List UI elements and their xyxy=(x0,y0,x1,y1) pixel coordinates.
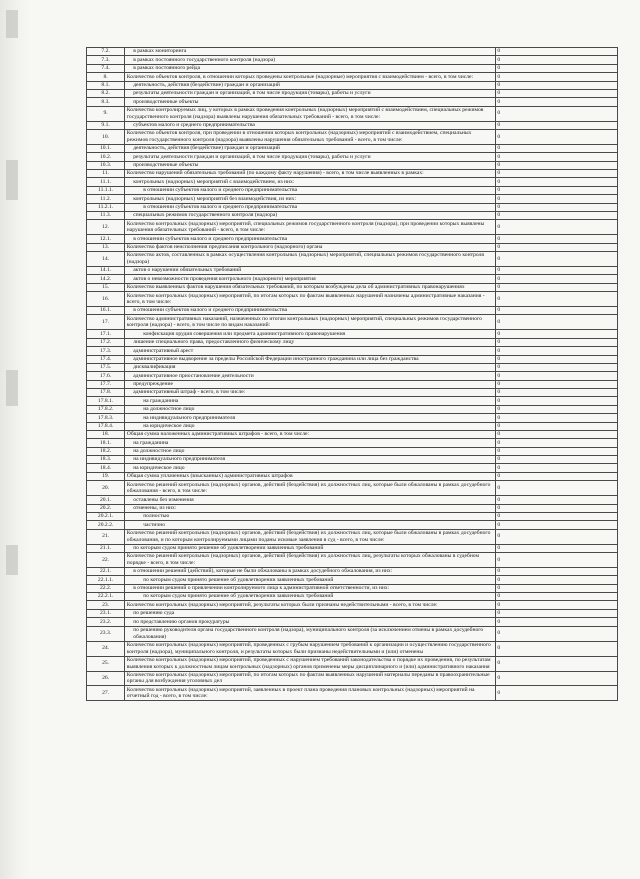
table-row xyxy=(87,372,618,380)
row-number: 10.3. xyxy=(87,161,125,169)
row-number: 17.8.4. xyxy=(87,422,125,430)
table-row xyxy=(87,235,618,243)
row-value: 0 xyxy=(495,593,617,601)
row-value: 0 xyxy=(495,153,617,161)
row-number: 17.1. xyxy=(87,330,125,338)
row-number: 8.1. xyxy=(87,81,125,89)
row-description: на юридическое лицо xyxy=(125,464,496,472)
row-description: Количество нарушений обязательных требований (по каждому факту нарушения) - всего, в том числе выявленных в рамках: xyxy=(125,170,496,178)
row-number: 22. xyxy=(87,553,125,568)
row-description: Количество контрольных (надзорных) мероприятий, результаты которых были признаны недействительными - всего, в том числе: xyxy=(125,601,496,609)
table-row xyxy=(87,48,618,56)
row-description: производственные объекты xyxy=(125,98,496,106)
row-value: 0 xyxy=(495,243,617,251)
row-value: 0 xyxy=(495,211,617,219)
row-number: 17.4. xyxy=(87,355,125,363)
table-row xyxy=(87,211,618,219)
row-number: 17.3. xyxy=(87,347,125,355)
table-row xyxy=(87,671,618,686)
table-row xyxy=(87,656,618,671)
row-description: лишение специального права, предоставленного физическому лицу xyxy=(125,338,496,346)
table-row xyxy=(87,626,618,641)
table-row xyxy=(87,220,618,235)
row-description: административное приостановление деятельности xyxy=(125,372,496,380)
row-value: 0 xyxy=(495,512,617,520)
row-description: на должностное лицо xyxy=(125,405,496,413)
row-value: 0 xyxy=(495,106,617,121)
table-row xyxy=(87,106,618,121)
row-value: 0 xyxy=(495,186,617,194)
row-number: 14. xyxy=(87,252,125,267)
report-table xyxy=(86,47,618,701)
row-value: 0 xyxy=(495,252,617,267)
row-value: 0 xyxy=(495,170,617,178)
row-description: Количество решений контрольных (надзорных) органов, действий (бездействия) их должностных лиц, результаты которых обжалованы в судебном порядке - всего, в том числе: xyxy=(125,553,496,568)
table-row xyxy=(87,521,618,529)
row-description: деятельность, действия (бездействие) граждан и организаций xyxy=(125,144,496,152)
row-value: 0 xyxy=(495,161,617,169)
row-value: 0 xyxy=(495,567,617,575)
row-number: 22.1.1. xyxy=(87,576,125,584)
row-description: на гражданина xyxy=(125,439,496,447)
row-value: 0 xyxy=(495,330,617,338)
row-value: 0 xyxy=(495,609,617,617)
table-row xyxy=(87,56,618,64)
table-row xyxy=(87,98,618,106)
row-value: 0 xyxy=(495,275,617,283)
row-description: Количество объектов контроля, при проведении в отношении которых контрольных (надзорных) мероприятий с взаимодействием, специальных режимов государственного контроля (надзора) выявлены нарушения обязательных требований - всего, в том числе: xyxy=(125,129,496,144)
row-description: в отношении субъектов малого и среднего предпринимательства xyxy=(125,307,496,315)
row-description: предупреждение xyxy=(125,380,496,388)
row-number: 12.1. xyxy=(87,235,125,243)
row-description: в отношении решений о привлечении контролируемого лица к административной ответственности, из них: xyxy=(125,584,496,592)
row-description: по решению руководителя органа государственного контроля (надзора), муниципального контроля (за исключением отмены в рамках досудебного обжалования) xyxy=(125,626,496,641)
table-row xyxy=(87,195,618,203)
row-number: 10.1. xyxy=(87,144,125,152)
row-value: 0 xyxy=(495,64,617,72)
table-row xyxy=(87,496,618,504)
row-number: 8. xyxy=(87,73,125,81)
row-number: 22.2.1. xyxy=(87,593,125,601)
table-row xyxy=(87,89,618,97)
row-value: 0 xyxy=(495,447,617,455)
row-value: 0 xyxy=(495,656,617,671)
table-row xyxy=(87,414,618,422)
row-description: на должностное лицо xyxy=(125,447,496,455)
row-value: 0 xyxy=(495,347,617,355)
table-row xyxy=(87,178,618,186)
scan-edge xyxy=(0,0,30,879)
row-number: 20.2.1. xyxy=(87,512,125,520)
row-description: Количество решений контрольных (надзорных) органов, действий (бездействия) их должностных лиц, которые были обжалованы в рамках досудебного обжалования, и по которым контролируемыми лицами поданы исковые заявления в суд - всего, в том числе: xyxy=(125,529,496,544)
row-number: 25. xyxy=(87,656,125,671)
row-value: 0 xyxy=(495,464,617,472)
row-description: Количество актов, составленных в рамках осуществления контрольных (надзорных) мероприятий, специальных режимов государственного контроля (надзора) xyxy=(125,252,496,267)
row-number: 17.5. xyxy=(87,363,125,371)
row-number: 23.3. xyxy=(87,626,125,641)
row-description: деятельность, действия (бездействие) граждан и организаций xyxy=(125,81,496,89)
row-number: 23. xyxy=(87,601,125,609)
row-number: 21.1. xyxy=(87,544,125,552)
row-number: 11.2.1. xyxy=(87,203,125,211)
row-description: специальных режимов государственного контроля (надзора) xyxy=(125,211,496,219)
row-number: 11.1. xyxy=(87,178,125,186)
table-row xyxy=(87,439,618,447)
table-row xyxy=(87,121,618,129)
row-description: Количество выявленных фактов нарушения обязательных требований, по которым возбуждены дела об административных правонарушениях xyxy=(125,283,496,291)
row-description: на индивидуального предпринимателя xyxy=(125,456,496,464)
row-description: Общая сумма уплаченных (взысканных) административных штрафов xyxy=(125,472,496,480)
row-description: полностью xyxy=(125,512,496,520)
row-number: 13. xyxy=(87,243,125,251)
row-number: 14.1. xyxy=(87,267,125,275)
row-description: в отношении субъектов малого и среднего предпринимательства xyxy=(125,235,496,243)
table-row xyxy=(87,338,618,346)
row-description: в рамках мониторинга xyxy=(125,48,496,56)
row-number: 17.8.2. xyxy=(87,405,125,413)
table-row xyxy=(87,601,618,609)
table-row xyxy=(87,170,618,178)
row-value: 0 xyxy=(495,504,617,512)
row-number: 8.2. xyxy=(87,89,125,97)
table-row xyxy=(87,292,618,307)
row-value: 0 xyxy=(495,129,617,144)
row-number: 17.7. xyxy=(87,380,125,388)
row-description: Количество контрольных (надзорных) мероприятий, специальных режимов государственного контроля (надзора), при проведении которых выявлены нарушения обязательных требований - всего, в том числе: xyxy=(125,220,496,235)
row-number: 12. xyxy=(87,220,125,235)
row-description: административное выдворение за пределы Российской Федерации иностранного гражданина или лица без гражданства xyxy=(125,355,496,363)
table-row xyxy=(87,307,618,315)
row-value: 0 xyxy=(495,544,617,552)
scan-artifact xyxy=(6,160,18,200)
row-value: 0 xyxy=(495,56,617,64)
row-number: 10. xyxy=(87,129,125,144)
row-value: 0 xyxy=(495,355,617,363)
table-row xyxy=(87,355,618,363)
row-value: 0 xyxy=(495,315,617,330)
row-number: 27. xyxy=(87,686,125,701)
row-description: в рамках постоянного рейда xyxy=(125,64,496,72)
row-value: 0 xyxy=(495,73,617,81)
row-value: 0 xyxy=(495,195,617,203)
row-number: 10.2. xyxy=(87,153,125,161)
row-number: 26. xyxy=(87,671,125,686)
table-row xyxy=(87,641,618,656)
row-value: 0 xyxy=(495,414,617,422)
table-row xyxy=(87,153,618,161)
row-value: 0 xyxy=(495,618,617,626)
row-number: 22.1. xyxy=(87,567,125,575)
row-value: 0 xyxy=(495,576,617,584)
table-row xyxy=(87,161,618,169)
table-row xyxy=(87,576,618,584)
row-description: производственные объекты xyxy=(125,161,496,169)
row-value: 0 xyxy=(495,397,617,405)
row-number: 23.2. xyxy=(87,618,125,626)
row-description: актов о невозможности проведения контрольного (надзорного) мероприятия xyxy=(125,275,496,283)
row-number: 17.8.1. xyxy=(87,397,125,405)
row-value: 0 xyxy=(495,521,617,529)
row-number: 17. xyxy=(87,315,125,330)
row-value: 0 xyxy=(495,456,617,464)
row-description: Количество объектов контроля, в отношении которых проведены контрольные (надзорные) мероприятия с взаимодействием - всего, в том числе: xyxy=(125,73,496,81)
table-row xyxy=(87,275,618,283)
table-row xyxy=(87,64,618,72)
row-value: 0 xyxy=(495,203,617,211)
row-number: 18.4. xyxy=(87,464,125,472)
row-description: по решению суда xyxy=(125,609,496,617)
row-description: дисквалификация xyxy=(125,363,496,371)
row-value: 0 xyxy=(495,686,617,701)
table-row xyxy=(87,252,618,267)
row-description: в отношении субъектов малого и среднего предпринимательства xyxy=(125,203,496,211)
row-number: 15. xyxy=(87,283,125,291)
row-value: 0 xyxy=(495,626,617,641)
row-value: 0 xyxy=(495,430,617,438)
row-number: 20.2.2. xyxy=(87,521,125,529)
row-description: Количество контрольных (надзорных) мероприятий, проведенных с нарушением требований законодательства о порядке их проведения, по результатам выявления которых к должностным лицам контрольных (надзорных) органов применены меры дисциплинарного и (или) административного наказания xyxy=(125,656,496,671)
table-row xyxy=(87,481,618,496)
row-description: актов о нарушении обязательных требований xyxy=(125,267,496,275)
row-number: 20.2. xyxy=(87,504,125,512)
row-description: частично xyxy=(125,521,496,529)
table-row xyxy=(87,567,618,575)
row-description: Количество административных наказаний, назначенных по итогам контрольных (надзорных) мероприятий, специальных режимов государственного контроля (надзора) - всего, в том числе по видам наказаний: xyxy=(125,315,496,330)
table-row xyxy=(87,363,618,371)
row-description: Количество контролируемых лиц, у которых в рамках проведения контрольных (надзорных) мероприятий с взаимодействием, специальных режимов государственного контроля (надзора) выявлены нарушения обязательных требований - всего, в том числе: xyxy=(125,106,496,121)
scan-artifact xyxy=(6,545,18,575)
row-description: контрольных (надзорных) мероприятий без взаимодействия, из них: xyxy=(125,195,496,203)
row-description: по представлению органов прокуратуры xyxy=(125,618,496,626)
row-value: 0 xyxy=(495,372,617,380)
table-row xyxy=(87,447,618,455)
row-description: по которым судом принято решение об удовлетворении заявленных требований xyxy=(125,544,496,552)
row-value: 0 xyxy=(495,178,617,186)
row-number: 16. xyxy=(87,292,125,307)
row-value: 0 xyxy=(495,389,617,397)
row-number: 17.2. xyxy=(87,338,125,346)
row-description: в отношении решений (действий), которые не были обжалованы в рамках досудебного обжалования, из них: xyxy=(125,567,496,575)
table-row xyxy=(87,456,618,464)
row-number: 20.1. xyxy=(87,496,125,504)
row-number: 14.2. xyxy=(87,275,125,283)
row-value: 0 xyxy=(495,81,617,89)
row-value: 0 xyxy=(495,338,617,346)
row-number: 17.6. xyxy=(87,372,125,380)
table-row xyxy=(87,186,618,194)
table-row xyxy=(87,472,618,480)
table-row xyxy=(87,430,618,438)
row-description: оставлены без изменения xyxy=(125,496,496,504)
row-number: 7.2. xyxy=(87,48,125,56)
row-number: 18. xyxy=(87,430,125,438)
table-row xyxy=(87,553,618,568)
row-value: 0 xyxy=(495,235,617,243)
scan-artifact xyxy=(6,370,18,406)
table-row xyxy=(87,464,618,472)
row-number: 9. xyxy=(87,106,125,121)
row-number: 18.3. xyxy=(87,456,125,464)
row-value: 0 xyxy=(495,529,617,544)
row-number: 17.8. xyxy=(87,389,125,397)
scan-artifact xyxy=(6,10,18,38)
row-value: 0 xyxy=(495,584,617,592)
row-description: Количество фактов неисполнения предписания контрольного (надзорного) органа xyxy=(125,243,496,251)
row-number: 11.1.1. xyxy=(87,186,125,194)
table-row xyxy=(87,73,618,81)
row-value: 0 xyxy=(495,641,617,656)
row-description: по которым судом принято решение об удовлетворении заявленных требований xyxy=(125,593,496,601)
row-number: 17.8.3. xyxy=(87,414,125,422)
row-number: 16.1. xyxy=(87,307,125,315)
table-row xyxy=(87,544,618,552)
row-number: 23.1. xyxy=(87,609,125,617)
table-row xyxy=(87,347,618,355)
table-row xyxy=(87,405,618,413)
row-description: конфискация орудия совершения или предмета административного правонарушения xyxy=(125,330,496,338)
row-number: 7.3. xyxy=(87,56,125,64)
table-row xyxy=(87,422,618,430)
row-number: 7.4. xyxy=(87,64,125,72)
row-number: 22.2. xyxy=(87,584,125,592)
row-description: Количество контрольных (надзорных) мероприятий, проведенных с грубым нарушением требований к организации и осуществлению государственного контроля (надзора), муниципального контроля, и результаты которых были признаны недействительными и (или) отменены xyxy=(125,641,496,656)
table-row xyxy=(87,686,618,701)
row-description: результаты деятельности граждан и организаций, в том числе продукция (товары), работы и услуги xyxy=(125,153,496,161)
row-number: 18.2. xyxy=(87,447,125,455)
table-row xyxy=(87,512,618,520)
row-description: результаты деятельности граждан и организаций, в том числе продукция (товары), работы и услуги xyxy=(125,89,496,97)
row-value: 0 xyxy=(495,472,617,480)
row-value: 0 xyxy=(495,671,617,686)
table-row xyxy=(87,203,618,211)
row-number: 9.1. xyxy=(87,121,125,129)
table-row xyxy=(87,267,618,275)
table-row xyxy=(87,389,618,397)
row-value: 0 xyxy=(495,405,617,413)
table-row xyxy=(87,397,618,405)
row-description: в рамках постоянного государственного контроля (надзора) xyxy=(125,56,496,64)
table-row xyxy=(87,529,618,544)
row-description: на юридическое лицо xyxy=(125,422,496,430)
row-description: административный арест xyxy=(125,347,496,355)
row-number: 11.2. xyxy=(87,195,125,203)
row-description: Количество решений контрольных (надзорных) органов, действий (бездействия) их должностных лиц, которые были обжалованы в рамках досудебного обжалования - всего, в том числе: xyxy=(125,481,496,496)
row-number: 24. xyxy=(87,641,125,656)
row-value: 0 xyxy=(495,601,617,609)
table-row xyxy=(87,144,618,152)
row-value: 0 xyxy=(495,553,617,568)
table-row xyxy=(87,609,618,617)
table-row xyxy=(87,129,618,144)
table-row xyxy=(87,504,618,512)
row-description: административный штраф - всего, в том числе: xyxy=(125,389,496,397)
row-description: Количество контрольных (надзорных) мероприятий, по итогам которых по фактам выявленных нарушений назначены административные наказания - всего, в том числе: xyxy=(125,292,496,307)
row-description: отменены, из них: xyxy=(125,504,496,512)
row-value: 0 xyxy=(495,267,617,275)
row-description: Количество контрольных (надзорных) мероприятий, заявленных в проект плана проведения плановых контрольных (надзорных) мероприятий на отчетный год - всего, в том числе: xyxy=(125,686,496,701)
row-value: 0 xyxy=(495,439,617,447)
table-row xyxy=(87,81,618,89)
row-value: 0 xyxy=(495,496,617,504)
row-description: субъектов малого и среднего предпринимательства xyxy=(125,121,496,129)
row-description: контрольных (надзорных) мероприятий с взаимодействием, из них: xyxy=(125,178,496,186)
table-row xyxy=(87,593,618,601)
row-number: 11. xyxy=(87,170,125,178)
row-value: 0 xyxy=(495,121,617,129)
table-row xyxy=(87,380,618,388)
row-description: в отношении субъектов малого и среднего предпринимательства xyxy=(125,186,496,194)
row-description: Общая сумма наложенных административных штрафов - всего, в том числе: xyxy=(125,430,496,438)
row-value: 0 xyxy=(495,48,617,56)
row-number: 8.3. xyxy=(87,98,125,106)
table-row xyxy=(87,283,618,291)
row-value: 0 xyxy=(495,144,617,152)
table-row xyxy=(87,618,618,626)
row-value: 0 xyxy=(495,307,617,315)
row-value: 0 xyxy=(495,380,617,388)
table-row xyxy=(87,243,618,251)
row-description: на индивидуального предпринимателя xyxy=(125,414,496,422)
row-description: по которым судом принято решение об удовлетворении заявленных требований xyxy=(125,576,496,584)
row-value: 0 xyxy=(495,283,617,291)
row-value: 0 xyxy=(495,422,617,430)
row-number: 18.1. xyxy=(87,439,125,447)
table-row xyxy=(87,315,618,330)
row-value: 0 xyxy=(495,98,617,106)
row-number: 20. xyxy=(87,481,125,496)
row-value: 0 xyxy=(495,220,617,235)
table-row xyxy=(87,330,618,338)
row-number: 11.3. xyxy=(87,211,125,219)
row-value: 0 xyxy=(495,363,617,371)
row-value: 0 xyxy=(495,292,617,307)
table-row xyxy=(87,584,618,592)
row-description: на гражданина xyxy=(125,397,496,405)
row-number: 19. xyxy=(87,472,125,480)
row-value: 0 xyxy=(495,89,617,97)
row-number: 21. xyxy=(87,529,125,544)
row-value: 0 xyxy=(495,481,617,496)
row-description: Количество контрольных (надзорных) мероприятий, по итогам которых по фактам выявленных нарушений материалы переданы в правоохранительные органы для возбуждения уголовных дел xyxy=(125,671,496,686)
